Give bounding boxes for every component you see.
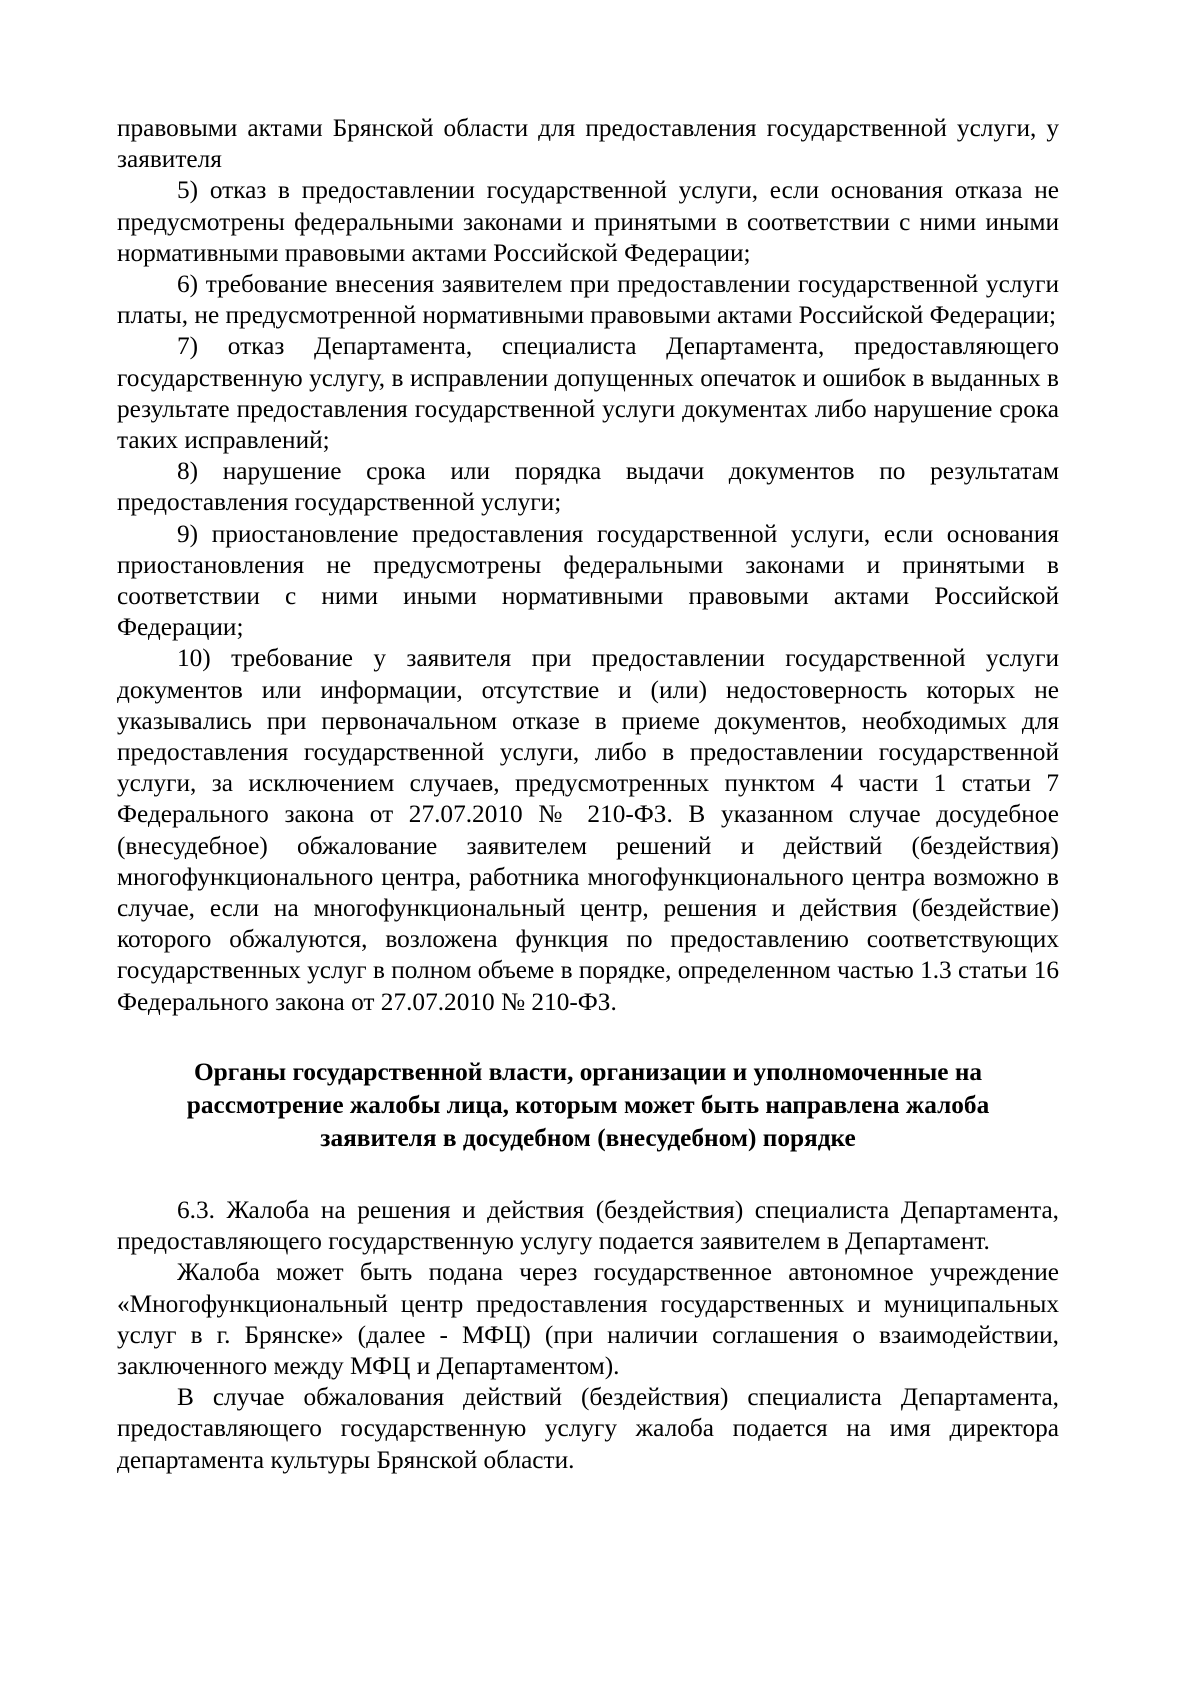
- heading-line: Органы государственной власти, организации и уполномоченные на: [193, 1057, 983, 1086]
- paragraph-continuation: правовыми актами Брянской области для предоставления государственной услуги, у заявителя: [117, 114, 1059, 174]
- paragraph-item-6: 6) требование внесения заявителем при предоставлении государственной услуги платы, не предусмотренной нормативными правовыми актами Российской Федерации;: [117, 270, 1059, 330]
- paragraph-item-8: 8) нарушение срока или порядка выдачи документов по результатам предоставления государственной услуги;: [117, 457, 1059, 517]
- paragraph-director: В случае обжалования действий (бездействия) специалиста Департамента, предоставляющего государственную услугу жалоба подается на имя директора департамента культуры Брянской области.: [117, 1383, 1059, 1474]
- paragraph-item-9: 9) приостановление предоставления государственной услуги, если основания приостановления не предусмотрены федеральными законами и принятыми в соответствии с ними иными нормативными правовыми актами Российской Федерации;: [117, 519, 1059, 642]
- heading-line: заявителя в досудебном (внесудебном) порядке: [320, 1123, 856, 1152]
- paragraph-item-7: 7) отказ Департамента, специалиста Департамента, предоставляющего государственную услугу, в исправлении допущенных опечаток и ошибок в выданных в результате предоставления государственной услуги документах либо нарушение срока таких исправлений;: [117, 332, 1059, 455]
- heading-line: рассмотрение жалобы лица, которым может быть направлена жалоба: [186, 1090, 990, 1119]
- paragraph-item-5: 5) отказ в предоставлении государственной услуги, если основания отказа не предусмотрены федеральными законами и принятыми в соответствии с ними иными нормативными правовыми актами Российской Федерации;: [117, 176, 1059, 267]
- paragraph-mfc: Жалоба может быть подана через государственное автономное учреждение «Многофункциональный центр предоставления государственных и муниципальных услуг в г. Брянске» (далее - МФЦ) (при наличии соглашения о взаимодействии, заключенного между МФЦ и Департаментом).: [117, 1258, 1059, 1380]
- document-body: [117, 113, 1059, 1476]
- paragraph-item-10: 10) требование у заявителя при предоставлении государственной услуги документов или информации, отсутствие и (или) недостоверность которых не указывались при первоначальном отказе в приеме документов, необходимых для предоставления государственной услуги, либо в предоставлении государственной услуги, за исключением случаев, предусмотренных пунктом 4 части 1 статьи 7 Федерального закона от 27.07.2010 № 210-ФЗ. В указанном случае досудебное (внесудебное) обжалование заявителем решений и действий (бездействия) многофункционального центра, работника многофункционального центра возможно в случае, если на многофункциональный центр, решения и действия (бездействие) которого обжалуются, возложена функция по предоставлению соответствующих государственных услуг в полном объеме в порядке, определенном частью 1.3 статьи 16 Федерального закона от 27.07.2010 № 210-ФЗ.: [117, 644, 1059, 1016]
- paragraph-6-3: 6.3. Жалоба на решения и действия (бездействия) специалиста Департамента, предоставляющего государственную услугу подается заявителем в Департамент.: [117, 1195, 1059, 1256]
- section-heading: [117, 1056, 1059, 1155]
